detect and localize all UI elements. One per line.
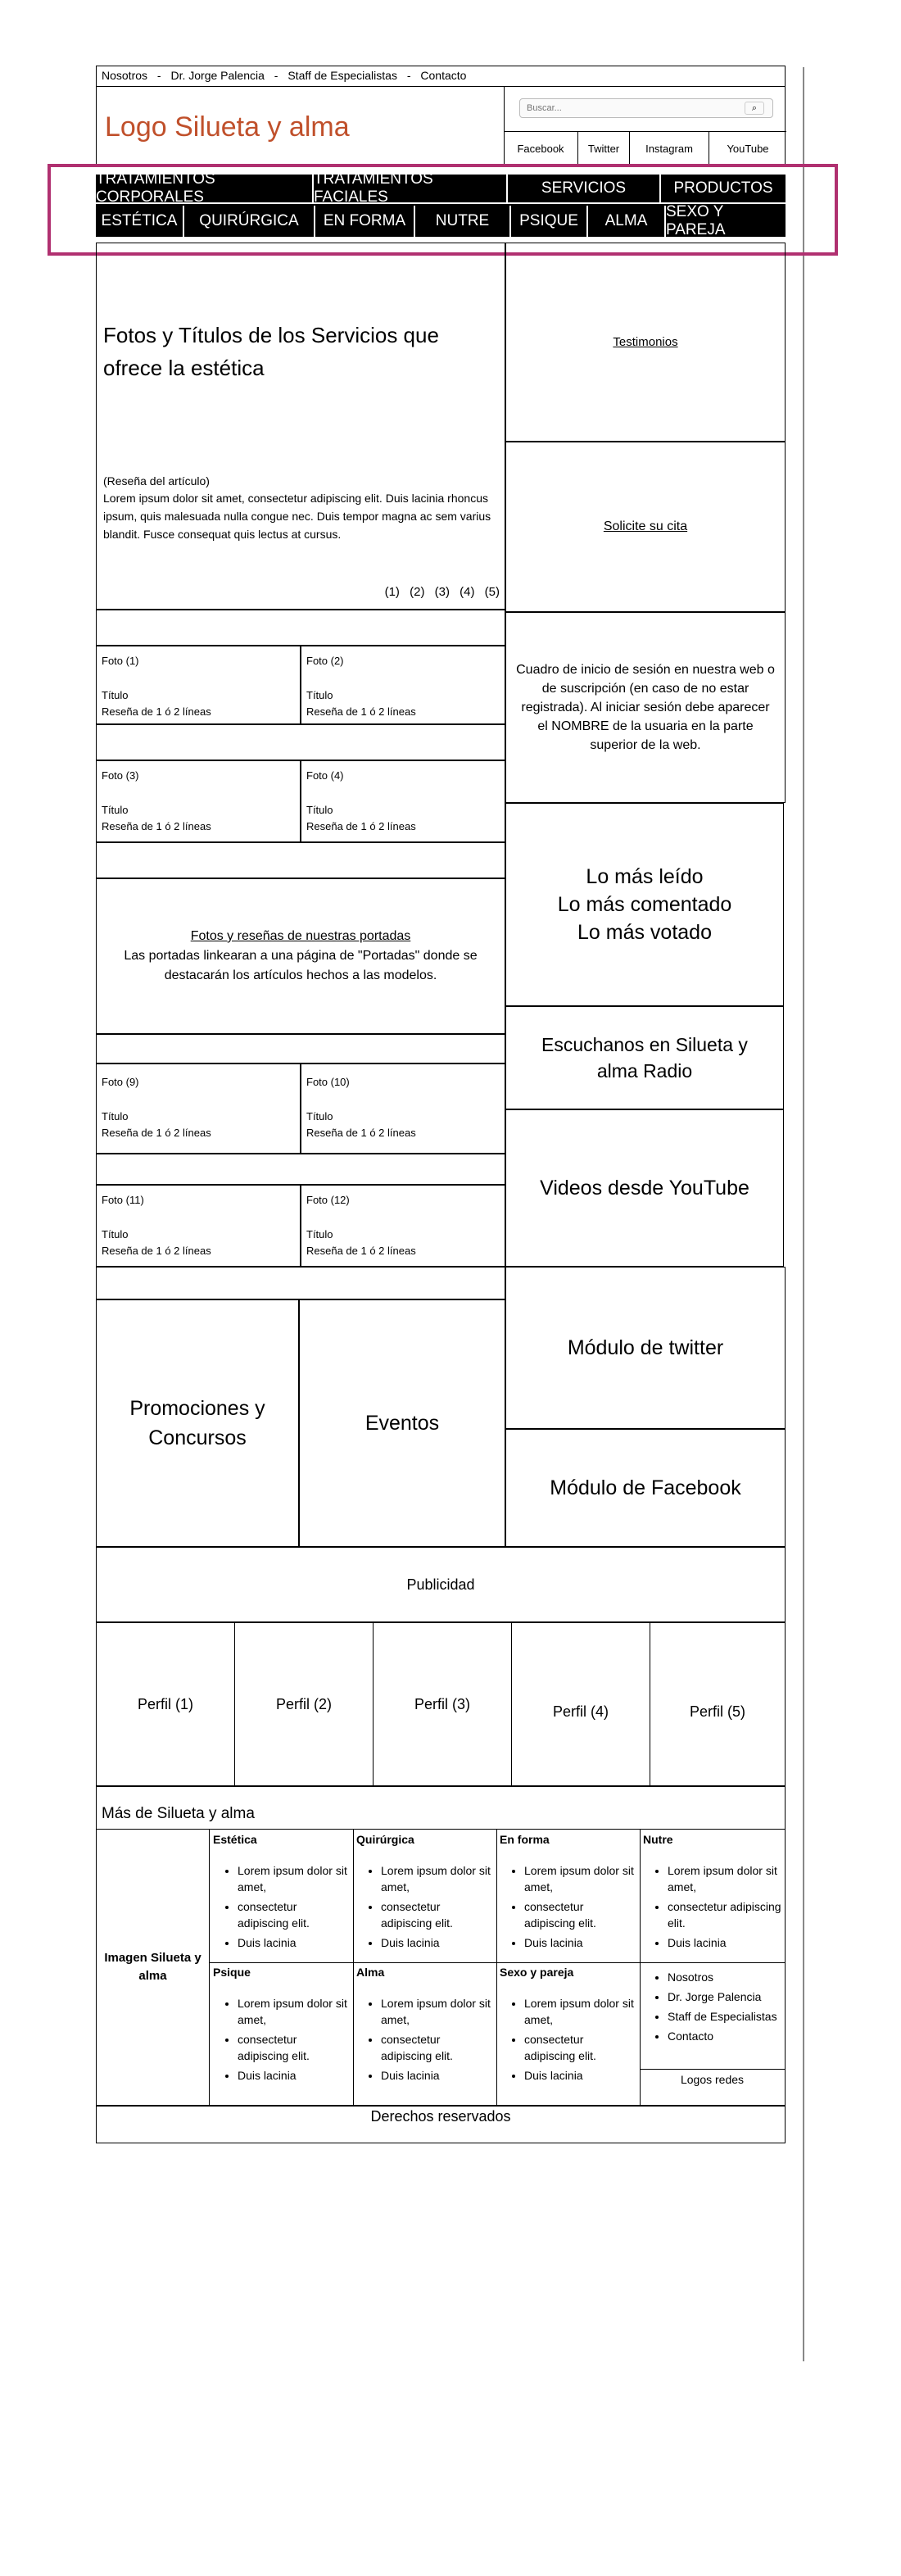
footer-heading-text: Más de Silueta y alma — [102, 1805, 255, 1822]
topnav-link-nosotros[interactable]: Nosotros — [102, 69, 148, 82]
photo-title: Título — [306, 804, 333, 816]
list-item[interactable]: • Duis lacinia — [238, 1934, 351, 1951]
twitter-module[interactable] — [505, 1267, 786, 1429]
footer-links — [643, 1969, 784, 2048]
list-item[interactable]: • Duis lacinia — [381, 2067, 494, 2084]
menu-item-tratamientos-corporales[interactable]: TRATAMIENTOS CORPORALES — [96, 175, 314, 202]
footer-col-title[interactable]: Sexo y pareja — [500, 1966, 574, 1979]
photo-desc: Reseña de 1 ó 2 líneas — [306, 1127, 416, 1139]
social-link-facebook[interactable]: Facebook — [504, 132, 578, 166]
list-item[interactable]: • Duis lacinia — [238, 2067, 351, 2084]
footer-col-list — [500, 1995, 637, 2084]
footer-col-list — [500, 1862, 637, 1951]
spacer-row — [96, 842, 505, 878]
menu-item-quirurgica[interactable]: QUIRÚRGICA — [184, 206, 315, 237]
page-link-3[interactable]: (3) — [434, 585, 450, 599]
photo-title: Título — [102, 689, 129, 701]
profile-card-2[interactable]: Perfil (2) — [235, 1623, 374, 1785]
list-item[interactable]: • Lorem ipsum dolor sit amet, — [668, 1862, 784, 1895]
portadas-text: Las portadas linkearan a una página de "Portadas" donde se destacarán los artículos hechos a las modelos. — [124, 949, 478, 982]
portadas-title[interactable]: Fotos y reseñas de nuestras portadas — [190, 929, 411, 943]
menu-item-estetica[interactable]: ESTÉTICA — [96, 206, 184, 237]
radio-block[interactable] — [505, 1006, 784, 1109]
photo-desc: Reseña de 1 ó 2 líneas — [102, 705, 211, 718]
photo-card-11[interactable] — [96, 1185, 301, 1267]
footer-link-dr-jorge[interactable]: • Dr. Jorge Palencia — [668, 1989, 784, 2005]
logos-redes[interactable]: Logos redes — [680, 2073, 745, 2086]
footer-col-sexo-y-pareja — [500, 1966, 637, 2087]
photo-label: Foto (2) — [306, 655, 344, 667]
footer-col-title[interactable]: Psique — [213, 1966, 251, 1979]
spacer-row — [96, 724, 505, 760]
eventos-block[interactable] — [299, 1299, 505, 1547]
footer-col-title[interactable]: Quirúrgica — [356, 1833, 414, 1846]
list-item[interactable]: • Lorem ipsum dolor sit amet, — [238, 1995, 351, 2028]
top-nav — [96, 66, 786, 87]
copyright-text: Derechos reservados — [370, 2108, 511, 2125]
photo-desc: Reseña de 1 ó 2 líneas — [306, 705, 416, 718]
menu-item-alma[interactable]: ALMA — [588, 206, 666, 237]
footer-divider — [640, 1830, 641, 2105]
photo-title: Título — [102, 1228, 129, 1240]
photo-label: Foto (1) — [102, 655, 139, 667]
list-item[interactable]: • consectetur adipiscing elit. — [524, 2031, 637, 2064]
footer-col-list — [213, 1995, 351, 2084]
photo-label: Foto (9) — [102, 1076, 139, 1088]
photo-title: Título — [102, 1110, 129, 1122]
eventos-label: Eventos — [364, 1411, 440, 1435]
footer-divider — [353, 1830, 354, 2105]
list-item[interactable]: • consectetur adipiscing elit. — [381, 1898, 494, 1931]
logo[interactable]: Logo Silueta y alma — [105, 111, 350, 143]
most-read-link[interactable]: Lo más leído — [586, 865, 704, 888]
testimonios-link[interactable]: Testimonios — [613, 335, 678, 349]
search-icon[interactable]: ⌕ — [745, 102, 764, 115]
search-input[interactable] — [520, 99, 733, 117]
footer-col-title[interactable]: Nutre — [643, 1833, 673, 1846]
footer-image[interactable] — [97, 1830, 210, 2105]
ad-label: Publicidad — [406, 1576, 475, 1593]
photo-card-10[interactable] — [301, 1064, 505, 1154]
footer-col-list — [643, 1862, 784, 1951]
page-link-2[interactable]: (2) — [410, 585, 425, 599]
footer-col-title[interactable]: Estética — [213, 1833, 257, 1846]
list-item[interactable]: • Lorem ipsum dolor sit amet, — [381, 1862, 494, 1895]
topnav-separator: - — [274, 69, 278, 82]
footer-heading — [96, 1786, 786, 1829]
testimonios-block[interactable] — [505, 243, 786, 442]
most-voted-link[interactable]: Lo más votado — [577, 921, 712, 944]
profile-card-5[interactable]: Perfil (5) — [689, 1703, 745, 1720]
featured-title[interactable]: Fotos y Títulos de los Servicios que ofrece la estética — [103, 323, 439, 380]
spacer-row — [96, 610, 505, 646]
topnav-separator: - — [406, 69, 411, 82]
menu-item-sexo-y-pareja[interactable]: SEXO Y PAREJA — [666, 206, 786, 237]
footer-col-en-forma — [500, 1833, 637, 1954]
radio-label: Escuchanos en Silueta y alma Radio — [541, 1034, 748, 1082]
topnav-link-contacto[interactable]: Contacto — [420, 69, 467, 82]
photo-card-2[interactable] — [301, 646, 505, 724]
photo-title: Título — [306, 689, 333, 701]
ad-banner[interactable] — [96, 1547, 786, 1622]
photo-desc: Reseña de 1 ó 2 líneas — [306, 1245, 416, 1257]
list-item[interactable]: • Lorem ipsum dolor sit amet, — [238, 1862, 351, 1895]
page-link-1[interactable]: (1) — [384, 585, 400, 599]
footer-col-list — [356, 1995, 494, 2084]
menu-item-productos[interactable]: PRODUCTOS — [661, 175, 786, 202]
featured-article — [96, 243, 505, 610]
list-item[interactable]: • consectetur adipiscing elit. — [381, 2031, 494, 2064]
footer-col-title[interactable]: Alma — [356, 1966, 385, 1979]
featured-review-text: Lorem ipsum dolor sit amet, consectetur adipiscing elit. Duis lacinia rhoncus ipsum, quis malesuada nulla congue nec. Duis tempor magna ac sem varius blandit. Fusce consequat quis lectus at cursus. — [103, 492, 491, 541]
list-item[interactable]: • Lorem ipsum dolor sit amet, — [524, 1995, 637, 2028]
photo-label: Foto (4) — [306, 769, 344, 782]
footer-links-list — [643, 1969, 784, 2044]
photo-label: Foto (3) — [102, 769, 139, 782]
photo-desc: Reseña de 1 ó 2 líneas — [102, 1127, 211, 1139]
menu-item-servicios[interactable]: SERVICIOS — [508, 175, 661, 202]
photo-label: Foto (10) — [306, 1076, 350, 1088]
profiles-row — [96, 1622, 786, 1786]
social-link-youtube[interactable]: YouTube — [727, 143, 769, 155]
footer-col-estetica — [213, 1833, 351, 1954]
youtube-block[interactable] — [505, 1109, 784, 1267]
photo-title: Título — [102, 804, 129, 816]
profile-card-1[interactable]: Perfil (1) — [97, 1623, 235, 1785]
footer-link-staff[interactable]: • Staff de Especialistas — [668, 2008, 784, 2025]
list-item[interactable]: • Duis lacinia — [381, 1934, 494, 1951]
cita-link[interactable]: Solicite su cita — [603, 519, 688, 533]
list-item[interactable]: • Duis lacinia — [524, 1934, 637, 1951]
page-right-rule — [803, 67, 804, 2361]
menu-item-tratamientos-faciales[interactable]: TRATAMIENTOS FACIALES — [314, 175, 508, 202]
photo-card-12[interactable] — [301, 1185, 505, 1267]
spacer-row — [96, 1154, 505, 1185]
footer-col-list — [213, 1862, 351, 1951]
list-item[interactable]: • consectetur adipiscing elit. — [524, 1898, 637, 1931]
page-link-4[interactable]: (4) — [460, 585, 475, 599]
promos-block[interactable] — [96, 1299, 299, 1547]
footer-col-list — [356, 1862, 494, 1951]
header — [96, 86, 786, 165]
topnav-link-staff[interactable]: Staff de Especialistas — [288, 69, 397, 82]
list-item[interactable]: • Lorem ipsum dolor sit amet, — [524, 1862, 637, 1895]
photo-desc: Reseña de 1 ó 2 líneas — [102, 1245, 211, 1257]
search-box — [519, 98, 773, 118]
most-commented-link[interactable]: Lo más comentado — [557, 893, 732, 916]
menu-item-en-forma[interactable]: EN FORMA — [315, 206, 415, 237]
menu-item-nutre[interactable]: NUTRE — [415, 206, 511, 237]
pagination — [378, 585, 500, 599]
list-item[interactable]: • consectetur adipiscing elit. — [668, 1898, 784, 1931]
youtube-label: Videos desde YouTube — [540, 1176, 749, 1200]
login-text: Cuadro de inicio de sesión en nuestra web o de suscripción (en caso de no estar registrada). Al iniciar sesión debe aparecer el NOMBRE de la usuaria en la parte superior de la web. — [516, 663, 775, 752]
list-item[interactable]: • Duis lacinia — [524, 2067, 637, 2084]
portadas-block[interactable] — [96, 878, 505, 1034]
photo-card-3[interactable] — [96, 760, 301, 842]
photo-label: Foto (11) — [102, 1194, 144, 1206]
social-bar — [504, 131, 786, 166]
page-link-5[interactable]: (5) — [484, 585, 500, 599]
menu-item-psique[interactable]: PSIQUE — [511, 206, 588, 237]
profile-card-3[interactable]: Perfil (3) — [374, 1623, 512, 1785]
twitter-label: Módulo de twitter — [567, 1336, 724, 1359]
list-item[interactable]: • consectetur adipiscing elit. — [238, 2031, 351, 2064]
footer-link-contacto[interactable]: • Contacto — [668, 2028, 784, 2044]
footer-link-nosotros[interactable]: • Nosotros — [668, 1969, 784, 1985]
list-item[interactable]: • Lorem ipsum dolor sit amet, — [381, 1995, 494, 2028]
photo-title: Título — [306, 1110, 333, 1122]
list-item[interactable]: • Duis lacinia — [668, 1934, 784, 1951]
footer-image-label: Imagen Silueta y alma — [104, 1951, 201, 1983]
footer-col-alma — [356, 1966, 494, 2087]
footer-divider — [496, 1830, 497, 2105]
topnav-separator: - — [156, 69, 161, 82]
social-link-twitter[interactable]: Twitter — [578, 132, 630, 166]
topnav-link-dr-jorge[interactable]: Dr. Jorge Palencia — [170, 69, 265, 82]
footer-divider — [210, 1962, 785, 1963]
photo-card-1[interactable] — [96, 646, 301, 724]
spacer-row — [96, 1034, 505, 1064]
featured-review-label: (Reseña del artículo) — [103, 474, 210, 488]
facebook-label: Módulo de Facebook — [550, 1476, 741, 1499]
footer-col-title[interactable]: En forma — [500, 1833, 550, 1846]
photo-desc: Reseña de 1 ó 2 líneas — [306, 820, 416, 832]
list-item[interactable]: • consectetur adipiscing elit. — [238, 1898, 351, 1931]
cita-block[interactable] — [505, 442, 786, 612]
promos-label: Promociones y Concursos — [129, 1397, 265, 1449]
login-box[interactable] — [505, 612, 786, 803]
profile-card-4[interactable]: Perfil (4) — [512, 1623, 650, 1785]
photo-title: Título — [306, 1228, 333, 1240]
photo-label: Foto (12) — [306, 1194, 350, 1206]
photo-card-9[interactable] — [96, 1064, 301, 1154]
footer-col-nutre — [643, 1833, 784, 1954]
photo-desc: Reseña de 1 ó 2 líneas — [102, 820, 211, 832]
spacer-row — [96, 1267, 505, 1299]
facebook-module[interactable] — [505, 1429, 786, 1547]
social-link-instagram[interactable]: Instagram — [630, 132, 709, 166]
footer-col-psique — [213, 1966, 351, 2087]
photo-card-4[interactable] — [301, 760, 505, 842]
footer-col-quirurgica — [356, 1833, 494, 1954]
most-block — [505, 803, 784, 1006]
footer-grid — [96, 1829, 786, 2106]
copyright-bar — [96, 2106, 786, 2143]
